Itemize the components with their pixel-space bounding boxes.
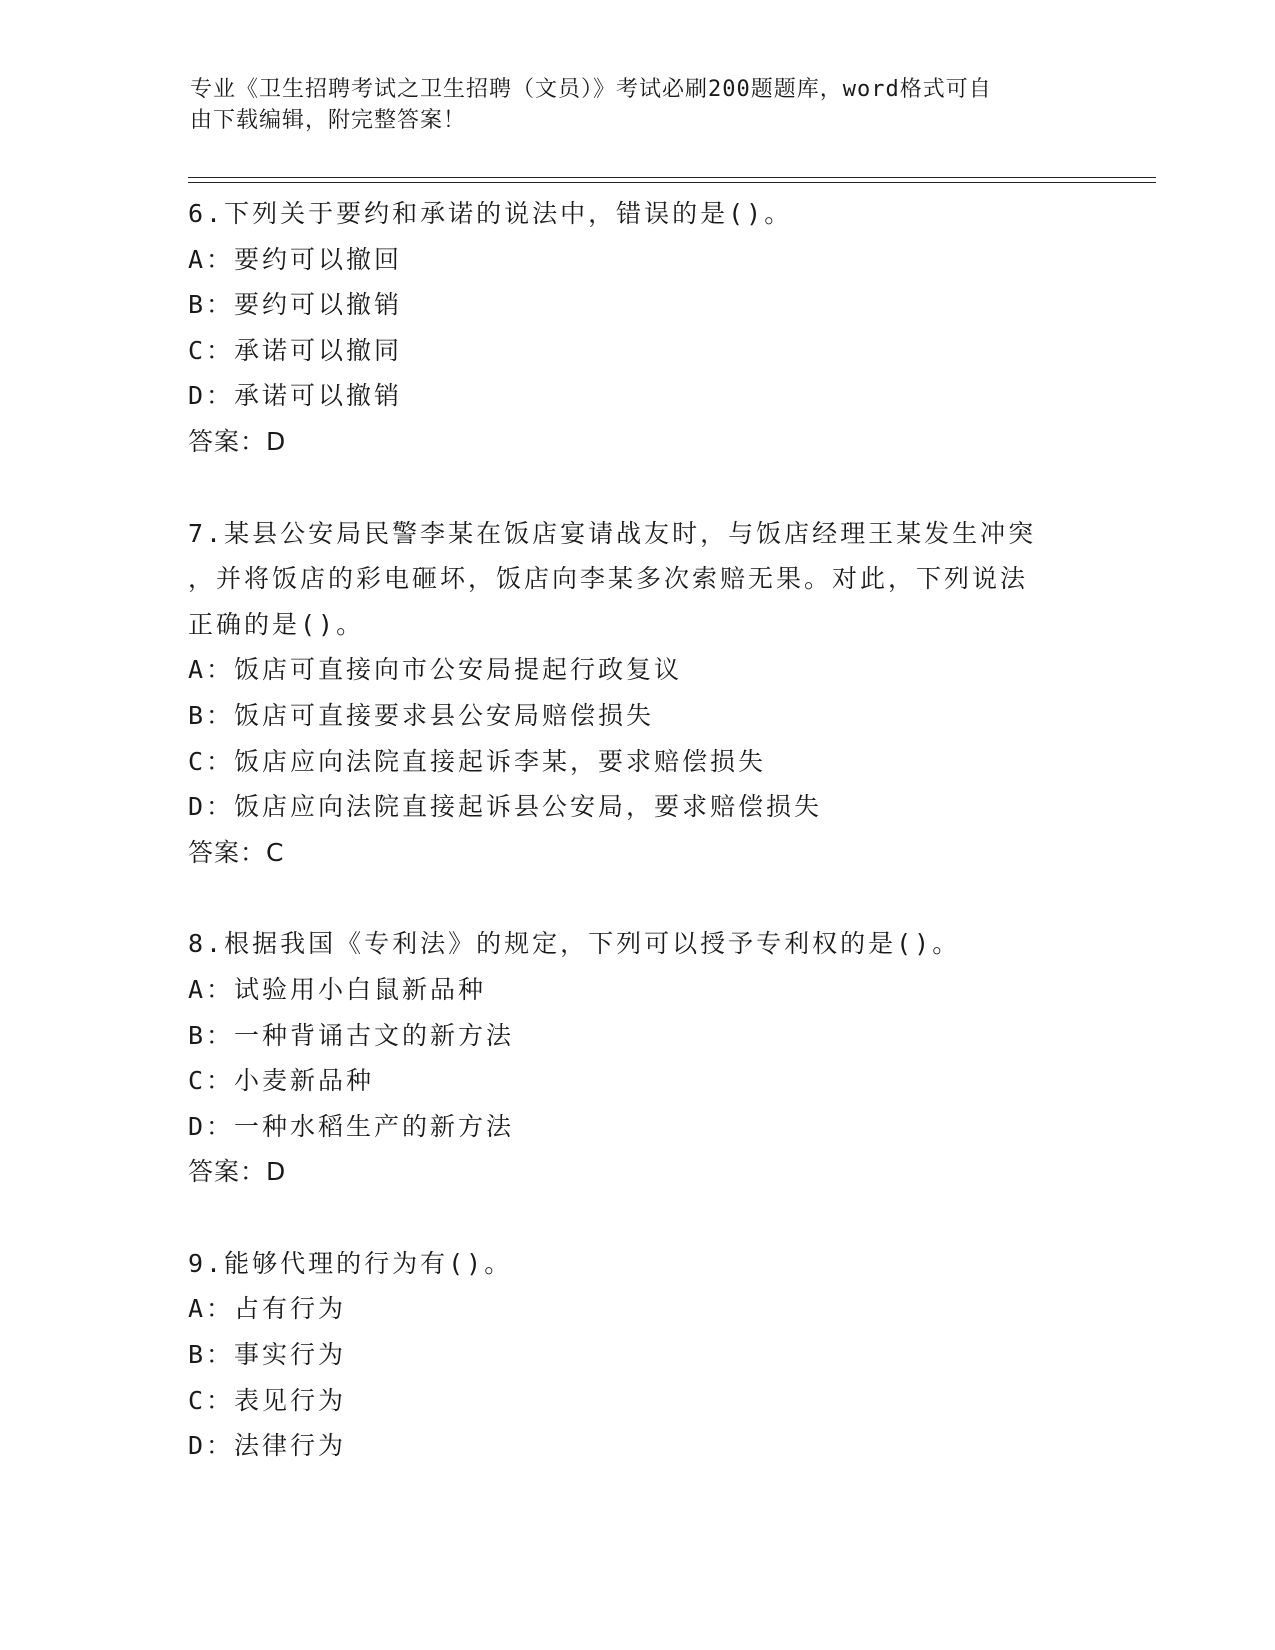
question-stem: 7.某县公安局民警李某在饭店宴请战友时，与饭店经理王某发生冲突	[188, 518, 1037, 548]
question-9	[188, 1241, 1088, 1469]
question-7	[188, 511, 1088, 876]
question-list	[188, 191, 1088, 1469]
option-b: B：一种背诵古文的新方法	[188, 1020, 515, 1050]
option-c: C：表见行为	[188, 1385, 347, 1415]
header-line-1: 专业《卫生招聘考试之卫生招聘（文员）》考试必刷200题题库，word格式可自	[190, 77, 992, 102]
option-d: D：法律行为	[188, 1431, 347, 1461]
option-a: A：要约可以撤回	[188, 244, 403, 274]
question-stem: 6.下列关于要约和承诺的说法中，错误的是()。	[188, 199, 793, 228]
header-divider-bottom	[188, 182, 1156, 183]
option-b: B：要约可以撤销	[188, 290, 403, 320]
option-c: C：小麦新品种	[188, 1066, 375, 1096]
question-stem: 8.根据我国《专利法》的规定，下列可以授予专利权的是()。	[188, 929, 961, 959]
header-divider-top	[188, 177, 1156, 178]
question-stem: 9.能够代理的行为有()。	[188, 1248, 513, 1278]
question-6	[188, 191, 1088, 465]
option-d: D：承诺可以撤销	[188, 381, 403, 411]
option-b: B：饭店可直接要求县公安局赔偿损失	[188, 700, 655, 730]
question-stem: 正确的是()。	[188, 609, 365, 639]
option-d: D：一种水稻生产的新方法	[188, 1111, 515, 1141]
answer: 答案：D	[188, 426, 287, 456]
option-c: C：饭店应向法院直接起诉李某，要求赔偿损失	[188, 746, 767, 776]
option-a: A：试验用小白鼠新品种	[188, 974, 487, 1004]
option-a: A：饭店可直接向市公安局提起行政复议	[188, 655, 683, 685]
answer: 答案：D	[188, 1157, 287, 1187]
question-8	[188, 921, 1088, 1195]
option-a: A：占有行为	[188, 1294, 347, 1324]
header-line-2: 由下载编辑，附完整答案！	[190, 108, 467, 133]
option-d: D：饭店应向法院直接起诉县公安局，要求赔偿损失	[188, 792, 823, 822]
question-stem: ，并将饭店的彩电砸坏，饭店向李某多次索赔无果。对此，下列说法	[188, 564, 1029, 594]
answer: 答案：C	[188, 837, 285, 867]
option-c: C：承诺可以撤同	[188, 335, 403, 365]
document-header	[190, 74, 1070, 136]
option-b: B：事实行为	[188, 1340, 347, 1370]
